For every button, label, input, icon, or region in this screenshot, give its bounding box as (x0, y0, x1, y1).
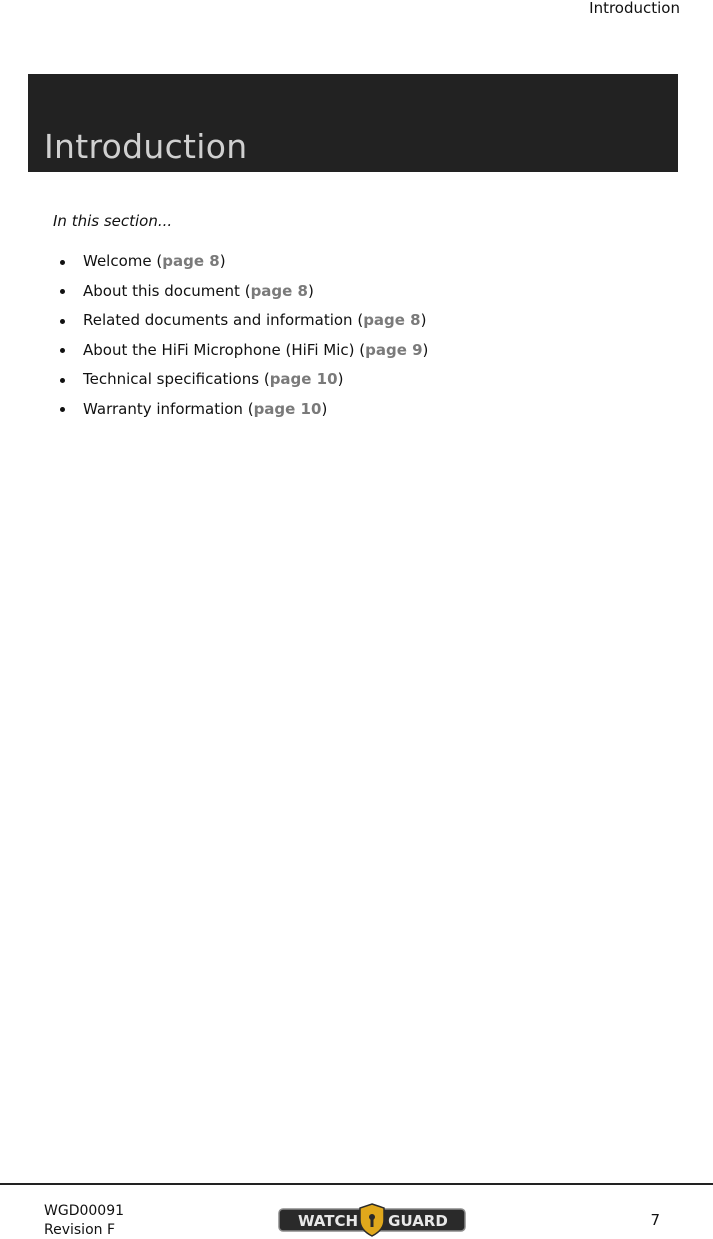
page-ref-link[interactable]: page 8 (250, 281, 308, 300)
title-banner (28, 74, 678, 172)
toc-item-label: About this document (83, 281, 240, 300)
section-toc-list (60, 247, 428, 425)
page-ref-link[interactable]: page 8 (162, 252, 220, 270)
page-ref-link[interactable]: page 9 (365, 340, 423, 359)
footer-divider (0, 1183, 713, 1185)
watchguard-logo (278, 1203, 466, 1237)
bullet-icon (60, 289, 65, 294)
toc-item: About this document (page 8) (60, 277, 428, 307)
toc-item: About the HiFi Microphone (HiFi Mic) (page 9) (60, 336, 428, 366)
toc-item: Warranty information (page 10) (60, 395, 428, 425)
section-intro: In this section... (53, 212, 173, 230)
document-id: WGD00091 (44, 1203, 125, 1219)
bullet-icon (60, 319, 65, 324)
page-title: Introduction (44, 127, 248, 166)
toc-item-label: Welcome (83, 252, 152, 270)
logo-right-text: GUARD (388, 1212, 448, 1230)
toc-item-label: About the HiFi Microphone (HiFi Mic) (83, 340, 355, 359)
bullet-icon (60, 407, 65, 412)
toc-item: Welcome (page 8) (60, 247, 428, 277)
toc-item-label: Technical specifications (83, 370, 260, 389)
page-number: 7 (650, 1211, 660, 1229)
toc-item-label: Warranty information (83, 399, 243, 418)
bullet-icon (60, 378, 65, 383)
logo-left-text: WATCH (297, 1212, 359, 1230)
toc-item-label: Related documents and information (83, 311, 353, 330)
toc-item: Technical specifications (page 10) (60, 365, 428, 395)
toc-item: Related documents and information (page 8) (60, 306, 428, 336)
page-ref-link[interactable]: page 8 (363, 311, 421, 330)
bullet-icon (60, 348, 65, 353)
document-revision: Revision F (44, 1222, 116, 1238)
page-ref-link[interactable]: page 10 (269, 370, 338, 389)
page-ref-link[interactable]: page 10 (253, 399, 322, 418)
running-header-title: Introduction (589, 0, 680, 17)
bullet-icon (60, 260, 65, 265)
